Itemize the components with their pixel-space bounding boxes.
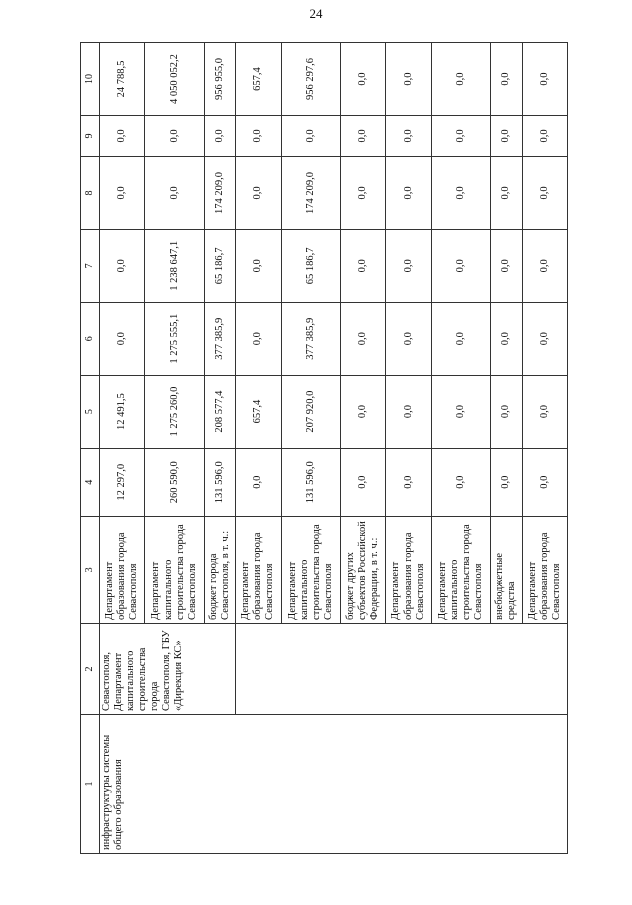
column-number: 3 xyxy=(81,516,100,623)
funding-source: Департамент образования города Севастополя xyxy=(386,516,431,623)
value-cell: 0,0 xyxy=(431,302,490,375)
value-cell: 0,0 xyxy=(100,229,145,302)
value-cell: 0,0 xyxy=(491,448,522,516)
total-cell: 0,0 xyxy=(522,43,567,116)
total-cell: 956 955,0 xyxy=(204,43,235,116)
value-cell: 0,0 xyxy=(491,375,522,448)
value-cell: 377 385,9 xyxy=(204,302,235,375)
value-cell: 65 186,7 xyxy=(204,229,235,302)
value-cell: 0,0 xyxy=(522,375,567,448)
value-cell: 0,0 xyxy=(236,115,281,156)
funding-source: Департамент образования города Севастополя xyxy=(522,516,567,623)
value-cell: 0,0 xyxy=(340,448,385,516)
funding-source: Департамент образования города Севастополя xyxy=(236,516,281,623)
value-cell: 0,0 xyxy=(145,115,204,156)
page-number: 24 xyxy=(309,6,323,21)
value-cell: 0,0 xyxy=(491,115,522,156)
table-row xyxy=(100,43,145,854)
value-cell: 0,0 xyxy=(431,115,490,156)
value-cell: 0,0 xyxy=(386,115,431,156)
value-cell: 174 209,0 xyxy=(204,156,235,229)
value-cell: 0,0 xyxy=(340,115,385,156)
total-cell: 4 050 052,2 xyxy=(145,43,204,116)
column-number: 8 xyxy=(81,156,100,229)
total-cell: 0,0 xyxy=(491,43,522,116)
value-cell: 1 238 647,1 xyxy=(145,229,204,302)
value-cell: 1 275 260,0 xyxy=(145,375,204,448)
value-cell: 0,0 xyxy=(491,156,522,229)
total-cell: 657,4 xyxy=(236,43,281,116)
value-cell: 0,0 xyxy=(522,115,567,156)
value-cell: 12 491,5 xyxy=(100,375,145,448)
executors-cell-empty xyxy=(236,623,568,714)
value-cell: 131 596,0 xyxy=(204,448,235,516)
value-cell: 0,0 xyxy=(100,156,145,229)
value-cell: 0,0 xyxy=(236,448,281,516)
column-number: 2 xyxy=(81,623,100,714)
column-number: 10 xyxy=(81,43,100,116)
column-number: 4 xyxy=(81,448,100,516)
value-cell: 12 297,0 xyxy=(100,448,145,516)
value-cell: 0,0 xyxy=(340,375,385,448)
funding-source: бюджет других субъектов Российской Федерации, в т. ч.: xyxy=(340,516,385,623)
value-cell: 0,0 xyxy=(491,229,522,302)
value-cell: 0,0 xyxy=(522,156,567,229)
activity-cell: инфраструктуры системы общего образования xyxy=(100,715,568,854)
total-cell: 24 788,5 xyxy=(100,43,145,116)
value-cell: 0,0 xyxy=(522,229,567,302)
executors-cell: Севастополя, Департамент капитального строительства города Севастополя, ГБУ «Дирекция КС» xyxy=(100,623,236,714)
funding-source: Департамент капитального строительства города Севастополя xyxy=(145,516,204,623)
value-cell: 1 275 555,1 xyxy=(145,302,204,375)
funding-source: Департамент капитального строительства города Севастополя xyxy=(431,516,490,623)
value-cell: 0,0 xyxy=(236,302,281,375)
funding-source: внебюджетные средства xyxy=(491,516,522,623)
value-cell: 0,0 xyxy=(491,302,522,375)
budget-table xyxy=(80,42,568,854)
total-cell: 0,0 xyxy=(340,43,385,116)
total-cell: 0,0 xyxy=(431,43,490,116)
column-number: 1 xyxy=(81,715,100,854)
value-cell: 0,0 xyxy=(386,229,431,302)
total-cell: 0,0 xyxy=(386,43,431,116)
funding-source: бюджет города Севастополя, в т. ч.: xyxy=(204,516,235,623)
rotated-page xyxy=(80,42,568,854)
value-cell: 0,0 xyxy=(386,448,431,516)
value-cell: 0,0 xyxy=(431,448,490,516)
value-cell: 0,0 xyxy=(431,229,490,302)
funding-source: Департамент образования города Севастополя xyxy=(100,516,145,623)
value-cell: 0,0 xyxy=(281,115,340,156)
value-cell: 0,0 xyxy=(386,375,431,448)
value-cell: 208 577,4 xyxy=(204,375,235,448)
value-cell: 0,0 xyxy=(236,229,281,302)
value-cell: 0,0 xyxy=(340,156,385,229)
value-cell: 0,0 xyxy=(386,302,431,375)
value-cell: 0,0 xyxy=(100,115,145,156)
column-number: 7 xyxy=(81,229,100,302)
value-cell: 131 596,0 xyxy=(281,448,340,516)
value-cell: 0,0 xyxy=(340,302,385,375)
value-cell: 260 590,0 xyxy=(145,448,204,516)
value-cell: 65 186,7 xyxy=(281,229,340,302)
value-cell: 0,0 xyxy=(100,302,145,375)
value-cell: 0,0 xyxy=(236,156,281,229)
table-viewport xyxy=(80,42,568,854)
funding-source: Департамент капитального строительства города Севастополя xyxy=(281,516,340,623)
value-cell: 0,0 xyxy=(386,156,431,229)
column-number: 5 xyxy=(81,375,100,448)
value-cell: 0,0 xyxy=(431,156,490,229)
value-cell: 207 920,0 xyxy=(281,375,340,448)
value-cell: 0,0 xyxy=(204,115,235,156)
value-cell: 0,0 xyxy=(340,229,385,302)
column-number: 6 xyxy=(81,302,100,375)
value-cell: 0,0 xyxy=(145,156,204,229)
value-cell: 0,0 xyxy=(522,448,567,516)
value-cell: 0,0 xyxy=(431,375,490,448)
value-cell: 377 385,9 xyxy=(281,302,340,375)
column-number-row xyxy=(81,43,100,854)
value-cell: 657,4 xyxy=(236,375,281,448)
value-cell: 0,0 xyxy=(522,302,567,375)
column-number: 9 xyxy=(81,115,100,156)
total-cell: 956 297,6 xyxy=(281,43,340,116)
value-cell: 174 209,0 xyxy=(281,156,340,229)
